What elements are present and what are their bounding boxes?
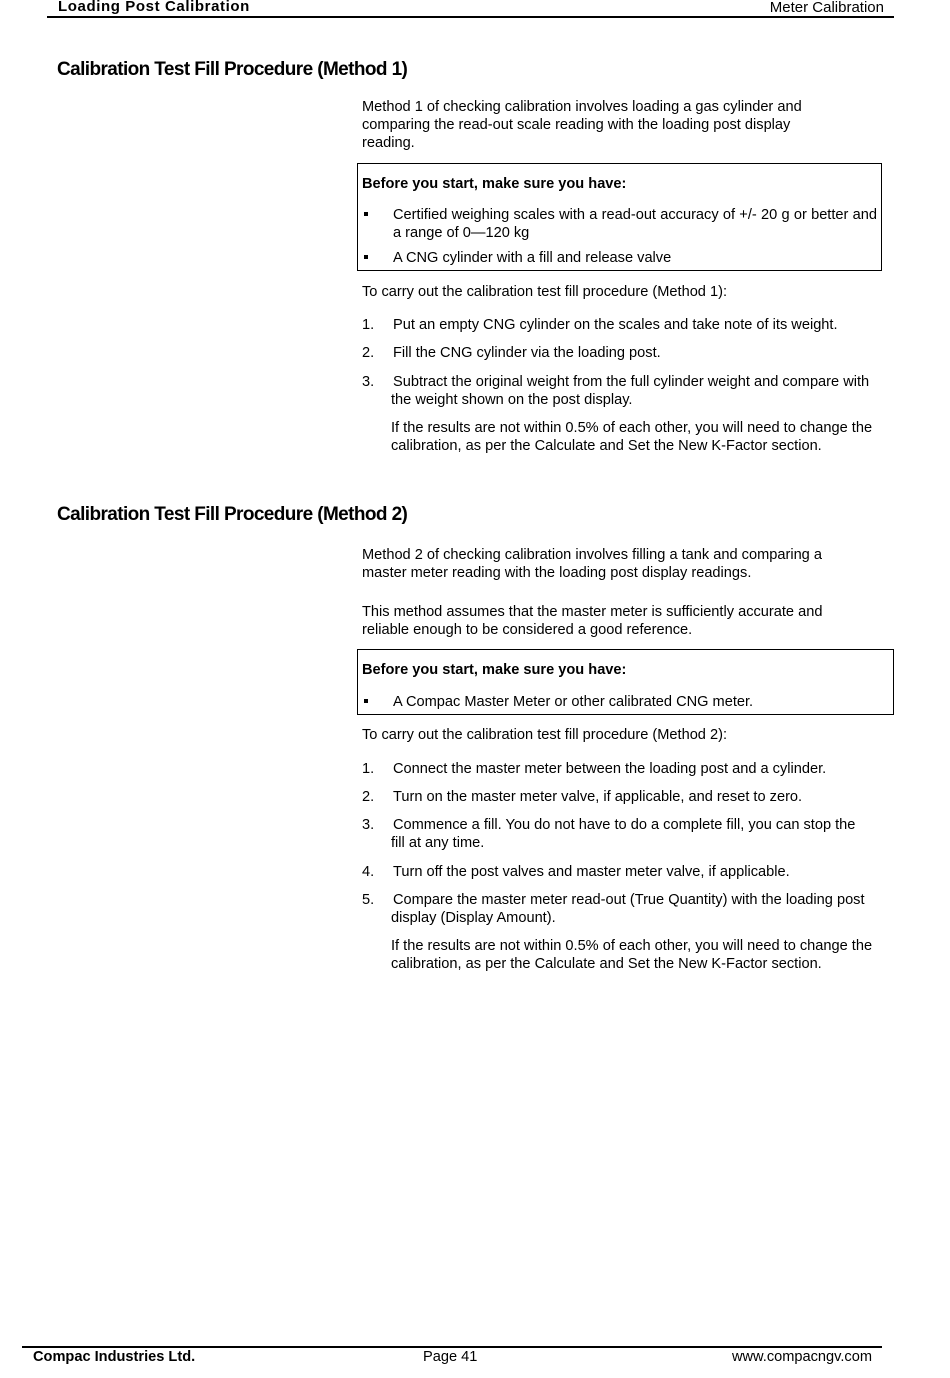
step-number: 2.: [362, 789, 375, 805]
step-number: 3.: [362, 817, 375, 833]
step-number: 1.: [362, 317, 375, 333]
footer-website: www.compacngv.com: [731, 1349, 872, 1365]
section1-prereq-item: Certified weighing scales with a read-out accuracy of +/- 20 g or better and a range of 0—120 kg: [393, 207, 877, 242]
header-rule: [47, 16, 894, 18]
section2-prereq-title: Before you start, make sure you have:: [362, 662, 627, 678]
header-section-title: Loading Post Calibration: [58, 0, 250, 15]
section1-heading: Calibration Test Fill Procedure (Method 1): [57, 59, 408, 80]
section2-prereq-box: [357, 649, 894, 715]
step-text: Subtract the original weight from the full cylinder weight and compare with the weight shown on the post display.: [391, 374, 870, 409]
section1-prereq-item: A CNG cylinder with a fill and release valve: [393, 250, 672, 266]
step-text: Turn on the master meter valve, if applicable, and reset to zero.: [393, 789, 803, 805]
section2-intro-2: This method assumes that the master meter is sufficiently accurate and reliable enough to be considered a good reference.: [362, 604, 823, 639]
bullet-icon: [364, 255, 368, 259]
section2-heading: Calibration Test Fill Procedure (Method 2): [57, 504, 408, 525]
section2-note: If the results are not within 0.5% of each other, you will need to change the calibration, as per the Calculate and Set the New K-Factor section.: [391, 938, 873, 973]
section2-intro-1: Method 2 of checking calibration involves filling a tank and comparing a master meter reading with the loading post display readings.: [362, 547, 822, 582]
step-number: 3.: [362, 374, 375, 390]
section1-prereq-title: Before you start, make sure you have:: [362, 176, 627, 192]
step-text: Compare the master meter read-out (True Quantity) with the loading post display (Display Amount).: [391, 892, 865, 927]
bullet-icon: [364, 212, 368, 216]
step-number: 4.: [362, 864, 375, 880]
section1-prereq-box: [357, 163, 882, 271]
step-text: Commence a fill. You do not have to do a complete fill, you can stop the fill at any time.: [391, 817, 856, 852]
bullet-icon: [364, 699, 368, 703]
step-text: Put an empty CNG cylinder on the scales and take note of its weight.: [393, 317, 838, 333]
section1-steps-intro: To carry out the calibration test fill procedure (Method 1):: [362, 284, 728, 300]
footer-company: Compac Industries Ltd.: [33, 1349, 196, 1365]
step-text: Fill the CNG cylinder via the loading post.: [393, 345, 661, 361]
step-number: 1.: [362, 761, 375, 777]
section1-intro: Method 1 of checking calibration involves loading a gas cylinder and comparing the read-out scale reading with the loading post display reading.: [362, 99, 802, 152]
section2-steps-intro: To carry out the calibration test fill procedure (Method 2):: [362, 727, 728, 743]
header-chapter-title: Meter Calibration: [769, 0, 884, 16]
step-text: Connect the master meter between the loading post and a cylinder.: [393, 761, 827, 777]
step-text: Turn off the post valves and master meter valve, if applicable.: [393, 864, 790, 880]
step-number: 2.: [362, 345, 375, 361]
step-number: 5.: [362, 892, 375, 908]
section2-prereq-item: A Compac Master Meter or other calibrated CNG meter.: [393, 694, 754, 710]
footer-page-number: Page 41: [423, 1349, 478, 1365]
section1-note: If the results are not within 0.5% of each other, you will need to change the calibration, as per the Calculate and Set the New K-Factor section.: [391, 420, 873, 455]
footer-rule: [22, 1346, 882, 1348]
